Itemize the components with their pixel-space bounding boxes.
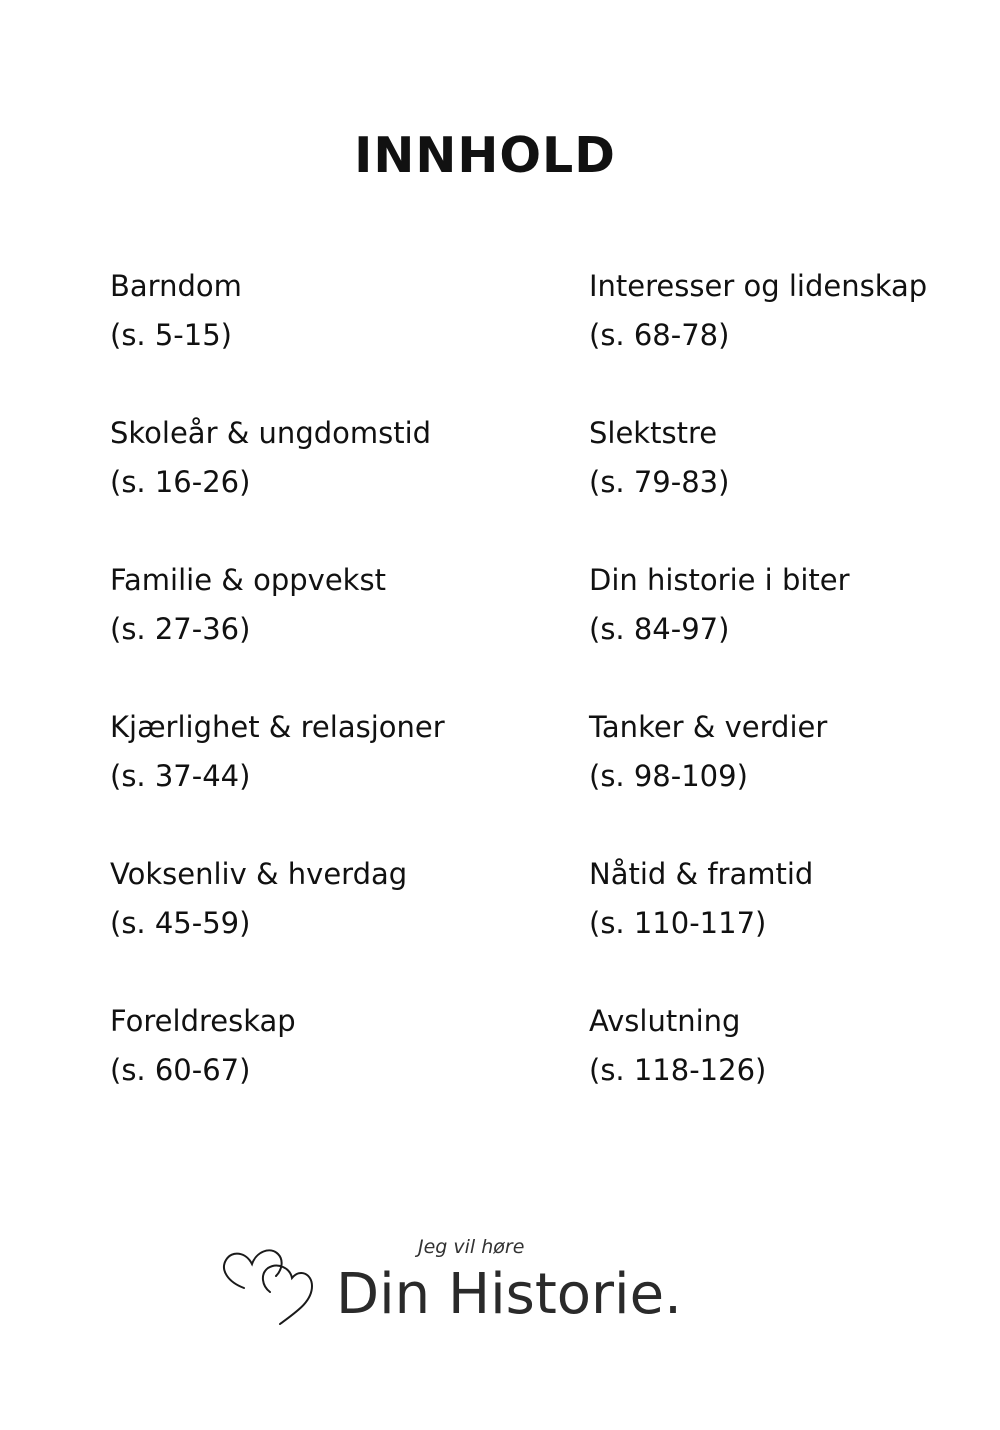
toc-entry-name: Voksenliv & hverdag [110, 857, 408, 891]
toc-entry-name: Tanker & verdier [589, 710, 828, 744]
toc-entry-name: Avslutning [589, 1004, 741, 1038]
toc-entry-pages: (s. 37-44) [110, 759, 251, 793]
toc-entry [110, 703, 530, 850]
toc-entry-pages: (s. 5-15) [110, 318, 232, 352]
logo-tagline: Jeg vil høre [418, 1236, 525, 1258]
toc-entry-pages: (s. 84-97) [589, 612, 730, 646]
page-title: INNHOLD [354, 127, 616, 184]
toc-entry-pages: (s. 45-59) [110, 906, 251, 940]
toc-column-left [110, 262, 530, 1144]
toc-entry [589, 556, 989, 703]
logo-brand-name: Din Historie. [336, 1262, 682, 1327]
toc-entry-pages: (s. 98-109) [589, 759, 748, 793]
toc-entry [589, 703, 989, 850]
toc-column-right [589, 262, 989, 1144]
toc-entry [110, 850, 530, 997]
toc-entry [110, 409, 530, 556]
toc-entry [110, 997, 530, 1144]
toc-entry-name: Kjærlighet & relasjoner [110, 710, 445, 744]
toc-entry-name: Interesser og lidenskap [589, 269, 928, 303]
toc-entry-pages: (s. 27-36) [110, 612, 251, 646]
toc-entry-pages: (s. 16-26) [110, 465, 251, 499]
toc-entry-name: Familie & oppvekst [110, 563, 386, 597]
toc-entry-pages: (s. 68-78) [589, 318, 730, 352]
two-hearts-icon [220, 1240, 318, 1326]
toc-entry [110, 262, 530, 409]
toc-entry-pages: (s. 60-67) [110, 1053, 251, 1087]
toc-entry-name: Foreldreskap [110, 1004, 296, 1038]
brand-logo [220, 1236, 680, 1336]
toc-entry-name: Din historie i biter [589, 563, 850, 597]
toc-entry [589, 850, 989, 997]
toc-entry [589, 262, 989, 409]
toc-entry [110, 556, 530, 703]
toc-entry-pages: (s. 118-126) [589, 1053, 767, 1087]
toc-entry-name: Skoleår & ungdomstid [110, 416, 432, 450]
toc-entry-pages: (s. 79-83) [589, 465, 730, 499]
toc-entry [589, 409, 989, 556]
toc-entry-name: Slektstre [589, 416, 718, 450]
toc-entry-name: Nåtid & framtid [589, 857, 814, 891]
toc-entry-pages: (s. 110-117) [589, 906, 767, 940]
toc-entry [589, 997, 989, 1144]
toc-entry-name: Barndom [110, 269, 242, 303]
